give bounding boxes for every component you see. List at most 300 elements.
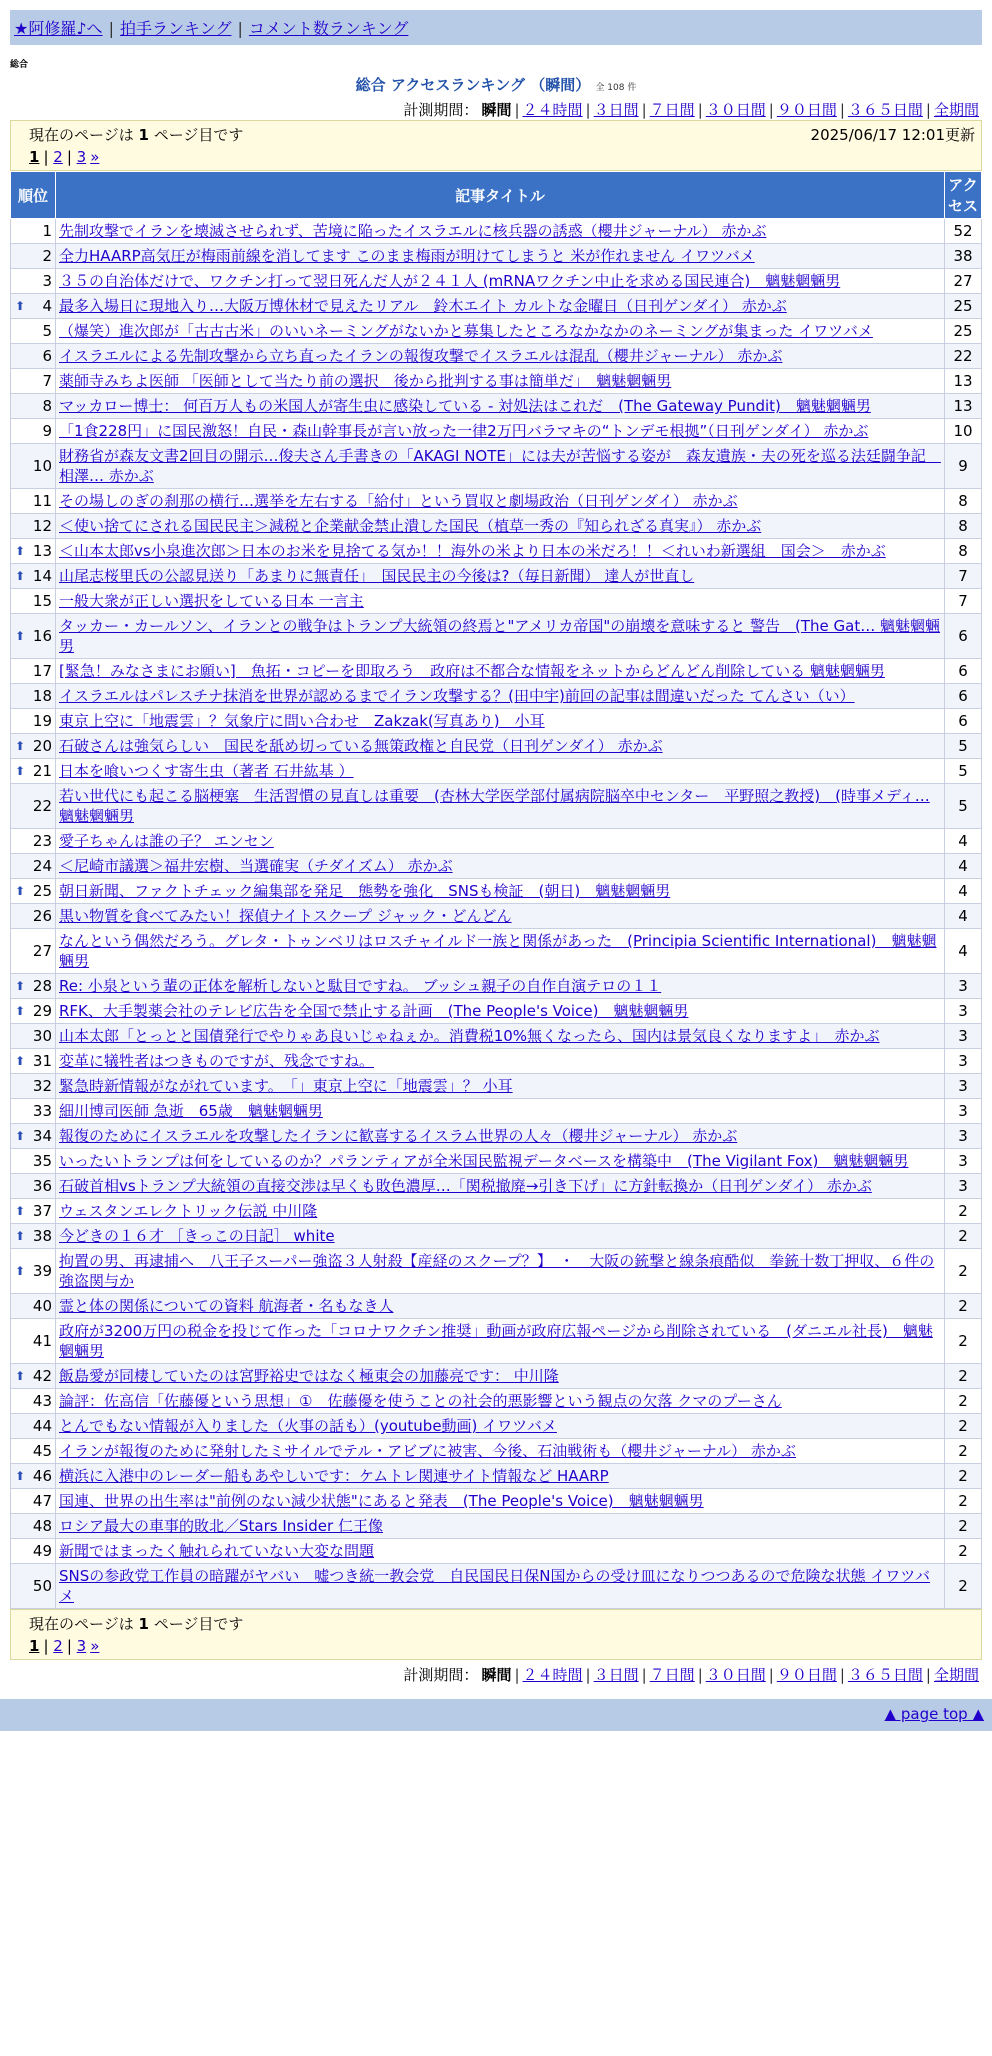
pagination-bottom [29, 1637, 973, 1655]
table-row [11, 684, 982, 709]
rank-number: 21 [32, 762, 52, 780]
table-row [11, 1049, 982, 1074]
table-row [11, 1199, 982, 1224]
article-link[interactable]: 山尾志桜里氏の公認見送り「あまりに無責任」 国民民主の今後は?（毎日新聞） 達人が世直し [59, 567, 695, 585]
separator: | [697, 101, 703, 119]
article-link[interactable]: 山本太郎「とっとと国債発行でやりゃあ良いじゃねぇか。消費税10%無くなったら、国内は景気良くなりますよ」 赤かぶ [59, 1027, 880, 1045]
access-count: 9 [945, 444, 982, 489]
title-cell [56, 904, 945, 929]
article-link[interactable]: 細川博司医師 急逝 65歳 魑魅魍魎男 [59, 1102, 323, 1120]
rank-cell [11, 784, 56, 829]
applause-ranking-link[interactable]: 拍手ランキング [119, 19, 232, 38]
title-cell [56, 369, 945, 394]
title-cell [56, 709, 945, 734]
page-info-suffix: ページ目です [153, 126, 244, 144]
article-link[interactable]: なんという偶然だろう。グレタ・トゥンベリはロスチャイルド一族と関係があった (Principia Scientific International) 魑魅魍魎男 [59, 932, 937, 970]
rank-cell [11, 999, 56, 1024]
period-option[interactable]: 全期間 [933, 101, 979, 119]
title-cell [56, 1099, 945, 1124]
article-link[interactable]: ロシア最大の車事的敗北／Stars Insider 仁王像 [59, 1517, 383, 1535]
access-count: 22 [945, 344, 982, 369]
article-link[interactable]: 拘置の男、再逮捕へ 八王子スーパー強盗３人射殺【産経のスクープ？】 ・ 大阪の銃撃と線条痕酷似 拳銃十数丁押収、６件の強盗関与か [59, 1252, 935, 1290]
rank-number: 22 [32, 797, 52, 815]
article-link[interactable]: （爆笑）進次郎が「古古古米」のいいネーミングがないかと募集したところなかなかのネーミングが集まった イワツバメ [59, 322, 873, 340]
article-link[interactable]: 霊と体の関係についての資料 航海者・名もなき人 [59, 1297, 394, 1315]
title-cell [56, 759, 945, 784]
title-cell [56, 879, 945, 904]
table-row [11, 1124, 982, 1149]
rank-number: 8 [42, 397, 52, 415]
article-link[interactable]: 黒い物質を食べてみたい！探偵ナイトスクープ ジャック・どんどん [59, 907, 512, 925]
title-cell [56, 444, 945, 489]
period-option[interactable]: ２４時間 [522, 1666, 583, 1684]
table-row [11, 564, 982, 589]
rank-cell [11, 709, 56, 734]
separator: | [925, 101, 931, 119]
rank-cell [11, 444, 56, 489]
rank-cell [11, 1514, 56, 1539]
article-link[interactable]: 論評：佐高信「佐藤優という思想」① 佐藤優を使うことの社会的悪影響という観点の欠落 クマのプーさん [59, 1392, 782, 1410]
rank-number: 17 [32, 662, 52, 680]
rank-number: 15 [32, 592, 52, 610]
access-count: 6 [945, 614, 982, 659]
rank-number: 39 [32, 1262, 52, 1280]
table-row [11, 1439, 982, 1464]
rank-number: 42 [32, 1367, 52, 1385]
separator: | [66, 1637, 77, 1655]
title-cell [56, 514, 945, 539]
article-link[interactable]: 先制攻撃でイランを壊滅させられず、苦境に陥ったイスラエルに核兵器の誘惑（櫻井ジャーナル） 赤かぶ [59, 222, 767, 240]
title-cell [56, 394, 945, 419]
rank-cell [11, 1099, 56, 1124]
table-row [11, 759, 982, 784]
rank-number: 5 [42, 322, 52, 340]
rank-up-icon: ⬆ [15, 1369, 26, 1383]
rank-cell [11, 929, 56, 974]
rank-cell [11, 829, 56, 854]
table-row [11, 489, 982, 514]
rank-cell [11, 614, 56, 659]
rank-cell [11, 244, 56, 269]
access-count: 5 [945, 759, 982, 784]
article-link[interactable]: 石破さんは強気らしい 国民を舐め切っている無策政権と自民党（日刊ゲンダイ） 赤かぶ [59, 737, 663, 755]
period-option[interactable]: ３０日間 [705, 101, 766, 119]
rank-header: 順位 [11, 172, 56, 219]
article-link[interactable]: 新聞ではまったく触れられていない大変な問題 [59, 1542, 375, 1560]
table-row [11, 419, 982, 444]
rank-number: 18 [32, 687, 52, 705]
page-info-box [10, 120, 982, 171]
rank-cell [11, 1199, 56, 1224]
table-row [11, 514, 982, 539]
article-link[interactable]: 最多入場日に現地入り…大阪万博休材で見えたリアル 鈴木エイト カルトな金曜日（日刊ゲンダイ） 赤かぶ [59, 297, 787, 315]
rank-cell [11, 269, 56, 294]
article-link[interactable]: タッカー・カールソン、イランとの戦争はトランプ大統領の終焉と"アメリカ帝国"の崩壊を意味すると 警告 (The Gat… 魑魅魍魎男 [59, 617, 941, 655]
period-option[interactable]: ３６５日間 [847, 1666, 923, 1684]
period-option[interactable]: ３０日間 [705, 1666, 766, 1684]
article-link[interactable]: 東京上空に「地震雲」？気象庁に問い合わせ Zakzak(写真あり) 小耳 [59, 712, 545, 730]
table-row [11, 784, 982, 829]
access-count: 2 [945, 1464, 982, 1489]
page-link: 1 [29, 148, 40, 166]
access-count: 3 [945, 1174, 982, 1199]
rank-number: 24 [32, 857, 52, 875]
access-count: 6 [945, 709, 982, 734]
access-count: 3 [945, 1149, 982, 1174]
period-label: 計測期間： [403, 1666, 479, 1684]
rank-number: 3 [42, 272, 52, 290]
article-link[interactable]: 若い世代にも起こる脳梗塞 生活習慣の見直しは重要 (杏林大学医学部付属病院脳卒中センター 平野照之教授) (時事メディ… 魑魅魍魎男 [59, 787, 930, 825]
table-row [11, 444, 982, 489]
separator: | [585, 101, 591, 119]
table-row [11, 1564, 982, 1609]
table-row [11, 1149, 982, 1174]
rank-cell [11, 294, 56, 319]
table-row [11, 709, 982, 734]
page-info-box-bottom [10, 1609, 982, 1660]
period-option: 瞬間 [481, 1666, 512, 1684]
period-selector-top [10, 99, 982, 120]
table-row [11, 269, 982, 294]
table-row [11, 1414, 982, 1439]
title-cell [56, 269, 945, 294]
period-selector-bottom [10, 1664, 982, 1685]
separator: | [641, 101, 647, 119]
rank-number: 31 [32, 1052, 52, 1070]
table-row [11, 614, 982, 659]
table-row [11, 1364, 982, 1389]
table-row [11, 369, 982, 394]
page-link[interactable]: 2 [53, 1637, 63, 1655]
period-option[interactable]: ９０日間 [776, 101, 837, 119]
rank-number: 7 [42, 372, 52, 390]
table-row [11, 539, 982, 564]
rank-cell [11, 564, 56, 589]
title-cell [56, 829, 945, 854]
home-link[interactable]: ★阿修羅♪へ [14, 19, 103, 38]
article-link[interactable]: イスラエルはパレスチナ抹消を世界が認めるまでイラン攻撃する？(田中宇)前回の記事は間違いだった てんさい（い） [59, 687, 855, 705]
rank-cell [11, 1414, 56, 1439]
rank-number: 2 [42, 247, 52, 265]
access-count: 8 [945, 539, 982, 564]
rank-up-icon: ⬆ [15, 979, 26, 993]
article-link[interactable]: ＜山本太郎vs小泉進次郎＞日本のお米を見捨てる気か！！海外の米より日本の米だろ！！＜れいわ新選組 国会＞ 赤かぶ [59, 542, 886, 560]
table-row [11, 659, 982, 684]
next-page-link[interactable]: » [90, 1637, 100, 1655]
title-cell [56, 1489, 945, 1514]
comment-ranking-link[interactable]: コメント数ランキング [248, 19, 409, 38]
rank-number: 27 [32, 942, 52, 960]
access-count: 3 [945, 1049, 982, 1074]
rank-cell [11, 1024, 56, 1049]
ranking-title: 総合 アクセスランキング （瞬間） [355, 76, 591, 94]
footer-bar [0, 1699, 992, 1731]
access-count: 2 [945, 1389, 982, 1414]
access-count: 4 [945, 929, 982, 974]
article-link[interactable]: 一般大衆が正しい選択をしている日本 一言主 [59, 592, 364, 610]
article-link[interactable]: RFK、大手製薬会社のテレビ広告を全国で禁止する計画 (The People's Voice) 魑魅魍魎男 [59, 1002, 689, 1020]
pagination-top [29, 148, 973, 166]
rank-number: 32 [32, 1077, 52, 1095]
period-option[interactable]: ３日間 [593, 1666, 639, 1684]
article-link[interactable]: 今どきの１６才 ［きっこの日記］ white [59, 1227, 335, 1245]
rank-number: 47 [32, 1492, 52, 1510]
table-row [11, 344, 982, 369]
rank-cell [11, 219, 56, 244]
table-row [11, 1074, 982, 1099]
rank-number: 34 [32, 1127, 52, 1145]
article-link[interactable]: 飯島愛が同棲していたのは宮野裕史ではなく極東会の加藤亮です： 中川隆 [59, 1367, 559, 1385]
top-nav-bar: ★阿修羅♪へ | 拍手ランキング | コメント数ランキング [10, 10, 982, 45]
rank-number: 41 [32, 1332, 52, 1350]
next-page-link[interactable]: » [90, 148, 100, 166]
rank-cell [11, 514, 56, 539]
title-cell [56, 929, 945, 974]
title-cell [56, 1564, 945, 1609]
article-link[interactable]: ウェスタンエレクトリック伝説 中川隆 [59, 1202, 318, 1220]
title-cell [56, 1464, 945, 1489]
rank-cell [11, 684, 56, 709]
table-row [11, 974, 982, 999]
title-cell [56, 1174, 945, 1199]
rank-number: 46 [32, 1467, 52, 1485]
access-count: 10 [945, 419, 982, 444]
table-row [11, 1389, 982, 1414]
table-row [11, 1464, 982, 1489]
rank-up-icon: ⬆ [15, 1229, 26, 1243]
rank-number: 4 [42, 297, 52, 315]
article-link[interactable]: ＜使い捨てにされる国民民主＞減税と企業献金禁止潰した国民（植草一秀の『知られざる真実』） 赤かぶ [59, 517, 762, 535]
rank-cell [11, 1174, 56, 1199]
rank-number: 28 [32, 977, 52, 995]
table-row [11, 1539, 982, 1564]
access-count: 2 [945, 1514, 982, 1539]
page-link[interactable]: 3 [76, 1637, 87, 1655]
rank-cell [11, 489, 56, 514]
period-option[interactable]: 全期間 [933, 1666, 979, 1684]
access-count: 13 [945, 394, 982, 419]
rank-cell [11, 589, 56, 614]
table-row [11, 394, 982, 419]
table-row [11, 294, 982, 319]
article-link[interactable]: 朝日新聞、ファクトチェック編集部を発足 態勢を強化 SNSも検証 (朝日) 魑魅魍魎男 [59, 882, 671, 900]
rank-cell [11, 1049, 56, 1074]
article-link[interactable]: 日本を喰いつくす寄生虫（著者 石井紘基 ） [59, 762, 354, 780]
rank-up-icon: ⬆ [15, 1469, 26, 1483]
article-link[interactable]: [緊急！みなさまにお願い] 魚拓・コピーを即取ろう 政府は不都合な情報をネットからどんどん削除している 魑魅魍魎男 [59, 662, 885, 680]
title-cell [56, 784, 945, 829]
table-row [11, 854, 982, 879]
period-option[interactable]: ３日間 [593, 101, 639, 119]
access-count: 2 [945, 1564, 982, 1609]
separator: | [43, 148, 54, 166]
access-count: 4 [945, 879, 982, 904]
title-cell [56, 1149, 945, 1174]
current-page: 1 [138, 126, 149, 144]
article-link[interactable]: 全力HAARP高気圧が梅雨前線を消してます このまま梅雨が明けてしまうと 米が作れません イワツバメ [59, 247, 755, 265]
rank-number: 38 [32, 1227, 52, 1245]
title-cell [56, 419, 945, 444]
title-cell [56, 219, 945, 244]
title-cell [56, 854, 945, 879]
table-row [11, 904, 982, 929]
table-row [11, 734, 982, 759]
rank-number: 20 [32, 737, 52, 755]
rank-cell [11, 369, 56, 394]
article-link[interactable]: 報復のためにイスラエルを攻撃したイランに歓喜するイスラム世界の人々（櫻井ジャーナル） 赤かぶ [59, 1127, 738, 1145]
access-count: 2 [945, 1364, 982, 1389]
separator: | [43, 1637, 54, 1655]
rank-cell [11, 419, 56, 444]
rank-up-icon: ⬆ [15, 569, 26, 583]
table-row [11, 879, 982, 904]
separator: | [585, 1666, 591, 1684]
article-link[interactable]: ＜尼崎市議選＞福井宏樹、当選確実（チダイズム） 赤かぶ [59, 857, 453, 875]
table-row [11, 1224, 982, 1249]
period-option[interactable]: ７日間 [649, 101, 695, 119]
rank-up-icon: ⬆ [15, 544, 26, 558]
article-link[interactable]: 横浜に入港中のレーダー船もあやしいです：ケムトレ関連サイト情報など HAARP [59, 1467, 609, 1485]
title-cell [56, 1294, 945, 1319]
rank-number: 26 [32, 907, 52, 925]
updated-time: 2025/06/17 12:01更新 [810, 126, 975, 144]
table-row [11, 319, 982, 344]
access-count: 7 [945, 564, 982, 589]
table-row [11, 244, 982, 269]
rank-number: 37 [32, 1202, 52, 1220]
rank-cell [11, 319, 56, 344]
title-cell [56, 319, 945, 344]
rank-number: 13 [32, 542, 52, 560]
title-cell [56, 1049, 945, 1074]
article-link[interactable]: イランが報復のために発射したミサイルでテル・アビブに被害、今後、石油戦術も（櫻井ジャーナル） 赤かぶ [59, 1442, 796, 1460]
separator: | [641, 1666, 647, 1684]
access-count: 2 [945, 1249, 982, 1294]
rank-cell [11, 1489, 56, 1514]
page-link[interactable]: 2 [53, 148, 63, 166]
table-row [11, 829, 982, 854]
article-link[interactable]: とんでもない情報が入りました（火事の話も）(youtube動画) イワツバメ [59, 1417, 557, 1435]
article-link[interactable]: SNSの参政党工作員の暗躍がヤバい 嘘つき統一教会党 自民国民日保N国からの受け皿になりつつあるので危険な状態 イワツバメ [59, 1567, 930, 1605]
table-row [11, 999, 982, 1024]
article-link[interactable]: ３５の自治体だけで、ワクチン打って翌日死んだ人が２４１人 (mRNAワクチン中止を求める国民連合) 魑魅魍魎男 [59, 272, 841, 290]
article-link[interactable]: 政府が3200万円の税金を投じて作った「コロナワクチン推奨」動画が政府広報ページから削除されている (ダニエル社長) 魑魅魍魎男 [59, 1322, 933, 1360]
article-link[interactable]: Re: 小泉という輩の正体を解析しないと駄目ですね。 ブッシュ親子の自作自演テロの１１ [59, 977, 662, 995]
rank-up-icon: ⬆ [15, 1264, 26, 1278]
article-link[interactable]: 石破首相vsトランプ大統領の直接交渉は早くも敗色濃厚…「関税撤廃→引き下げ」に方針転換か（日刊ゲンダイ） 赤かぶ [59, 1177, 872, 1195]
article-link[interactable]: マッカロー博士： 何百万人もの米国人が寄生虫に感染している - 対処法はこれだ (The Gateway Pundit) 魑魅魍魎男 [59, 397, 871, 415]
rank-number: 19 [32, 712, 52, 730]
rank-cell [11, 1464, 56, 1489]
article-link[interactable]: 愛子ちゃんは誰の子？ エンセン [59, 832, 274, 850]
page-title [10, 74, 982, 95]
period-option[interactable]: ２４時間 [522, 101, 583, 119]
rank-up-icon: ⬆ [15, 884, 26, 898]
separator: | [66, 148, 77, 166]
period-option[interactable]: ９０日間 [776, 1666, 837, 1684]
period-option[interactable]: ７日間 [649, 1666, 695, 1684]
rank-cell [11, 879, 56, 904]
rank-number: 36 [32, 1177, 52, 1195]
table-row [11, 589, 982, 614]
access-count: 2 [945, 1439, 982, 1464]
rank-number: 29 [32, 1002, 52, 1020]
rank-cell [11, 1149, 56, 1174]
rank-cell [11, 1439, 56, 1464]
separator: | [768, 1666, 774, 1684]
table-row [11, 219, 982, 244]
rank-cell [11, 734, 56, 759]
title-cell [56, 614, 945, 659]
access-count: 38 [945, 244, 982, 269]
page-link[interactable]: 3 [76, 148, 87, 166]
rank-number: 50 [32, 1577, 52, 1595]
access-count: 3 [945, 1099, 982, 1124]
article-link[interactable]: 緊急時新情報がながれています。 「」東京上空に「地震雲」？ 小耳 [59, 1077, 513, 1095]
rank-cell [11, 1124, 56, 1149]
access-count: 4 [945, 854, 982, 879]
period-option: 瞬間 [481, 101, 512, 119]
table-row [11, 1489, 982, 1514]
access-count: 13 [945, 369, 982, 394]
separator: | [697, 1666, 703, 1684]
table-row [11, 1024, 982, 1049]
access-count: 2 [945, 1414, 982, 1439]
access-count: 25 [945, 319, 982, 344]
article-link[interactable]: 「1食228円」に国民激怒！自民・森山幹事長が言い放った一律2万円バラマキの“トンデモ根拠”（日刊ゲンダイ） 赤かぶ [59, 422, 869, 440]
rank-cell [11, 974, 56, 999]
rank-number: 16 [32, 627, 52, 645]
separator: | [514, 101, 520, 119]
article-link[interactable]: いったいトランプは何をしているのか？パランティアが全米国民監視データベースを構築中 (The Vigilant Fox) 魑魅魍魎男 [59, 1152, 909, 1170]
article-link[interactable]: 薬師寺みちよ医師 「医師として当たり前の選択 後から批判する事は簡単だ」 魑魅魍魎男 [59, 372, 672, 390]
title-cell [56, 684, 945, 709]
access-count: 2 [945, 1539, 982, 1564]
rank-up-icon: ⬆ [15, 299, 26, 313]
access-count: 3 [945, 999, 982, 1024]
page-info-prefix: 現在のページは [29, 126, 134, 144]
title-cell [56, 734, 945, 759]
rank-cell [11, 854, 56, 879]
period-option[interactable]: ３６５日間 [847, 101, 923, 119]
page-top-link[interactable]: ▲ page top ▲ [884, 1705, 984, 1723]
period-label: 計測期間： [403, 101, 479, 119]
rank-number: 30 [32, 1027, 52, 1045]
article-link[interactable]: その場しのぎの刹那の横行…選挙を左右する「給付」という買収と劇場政治（日刊ゲンダイ） 赤かぶ [59, 492, 738, 510]
separator: | [839, 1666, 845, 1684]
rank-cell [11, 1294, 56, 1319]
title-cell [56, 1364, 945, 1389]
article-link[interactable]: 国連、世界の出生率は"前例のない減少状態"にあると発表 (The People's Voice) 魑魅魍魎男 [59, 1492, 704, 1510]
article-link[interactable]: 財務省が森友文書2回目の開示…俊夫さん手書きの「AKAGI NOTE」には夫が苦悩する姿が 森友遺族・夫の死を巡る法廷闘争記 相澤… 赤かぶ [59, 447, 941, 485]
title-cell [56, 1389, 945, 1414]
rank-cell [11, 1319, 56, 1364]
page-link: 1 [29, 1637, 40, 1655]
page-info-prefix: 現在のページは [29, 1615, 134, 1633]
rank-number: 40 [32, 1297, 52, 1315]
table-row [11, 1294, 982, 1319]
rank-up-icon: ⬆ [15, 1004, 26, 1018]
article-link[interactable]: 変革に犠牲者はつきものですが、残念ですね。 [59, 1052, 375, 1070]
separator: | [839, 101, 845, 119]
access-count: 3 [945, 1124, 982, 1149]
rank-up-icon: ⬆ [15, 629, 26, 643]
current-page: 1 [138, 1615, 149, 1633]
title-cell [56, 1124, 945, 1149]
title-cell [56, 244, 945, 269]
category-label: 総合 [10, 60, 29, 70]
article-link[interactable]: イスラエルによる先制攻撃から立ち直ったイランの報復攻撃でイスラエルは混乱（櫻井ジャーナル） 赤かぶ [59, 347, 783, 365]
